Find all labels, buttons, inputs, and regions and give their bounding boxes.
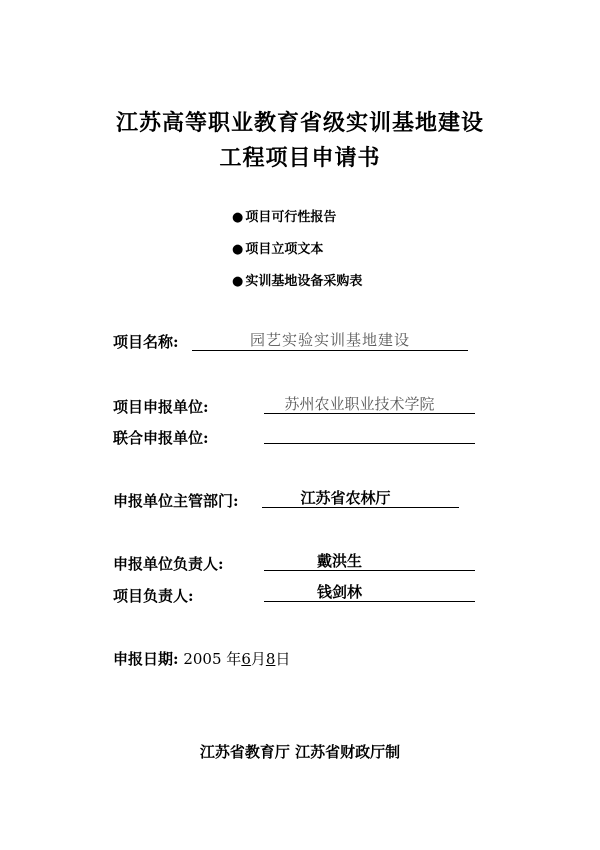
bullet-label: 项目立项文本 — [245, 242, 324, 257]
applicant-unit-label: 项目申报单位: — [113, 398, 209, 416]
applicant-unit-field: 苏州农业职业技术学院 — [264, 394, 475, 414]
date-year-unit: 年 — [226, 650, 242, 668]
issuing-authority-footer: 江苏省教育厅 江苏省财政厅制 — [199, 743, 401, 761]
bullet-icon: ● — [232, 274, 244, 289]
unit-head-field: 戴洪生 — [264, 551, 475, 571]
unit-head-label: 申报单位负责人: — [113, 555, 224, 573]
project-lead-label: 项目负责人: — [113, 587, 194, 605]
project-name-label: 项目名称: — [113, 333, 179, 351]
bullet-item-equipment-table — [232, 270, 362, 289]
date-label: 申报日期: — [113, 650, 179, 668]
bullet-label: 项目可行性报告 — [245, 210, 337, 225]
project-name-field: 园艺实验实训基地建设 — [192, 330, 468, 351]
joint-applicant-label: 联合申报单位: — [113, 429, 209, 447]
bullet-icon: ● — [232, 210, 244, 225]
joint-applicant-field — [264, 423, 475, 444]
application-date — [113, 648, 290, 669]
project-lead-field: 钱剑林 — [264, 582, 475, 602]
date-day-unit: 日 — [275, 650, 291, 668]
date-month-unit: 月 — [250, 650, 266, 668]
date-month: 6 — [241, 650, 251, 668]
document-title-line-1: 江苏高等职业教育省级实训基地建设 — [115, 111, 484, 136]
date-year: 2005 — [183, 650, 222, 668]
bullet-icon: ● — [232, 242, 244, 257]
supervising-dept-field: 江苏省农林厅 — [262, 488, 459, 508]
document-title-line-2: 工程项目申请书 — [219, 146, 381, 171]
bullet-item-feasibility-report — [232, 206, 336, 225]
bullet-label: 实训基地设备采购表 — [245, 274, 363, 289]
bullet-item-project-text — [232, 238, 323, 257]
supervising-dept-label: 申报单位主管部门: — [113, 492, 239, 510]
date-day: 8 — [265, 650, 276, 668]
